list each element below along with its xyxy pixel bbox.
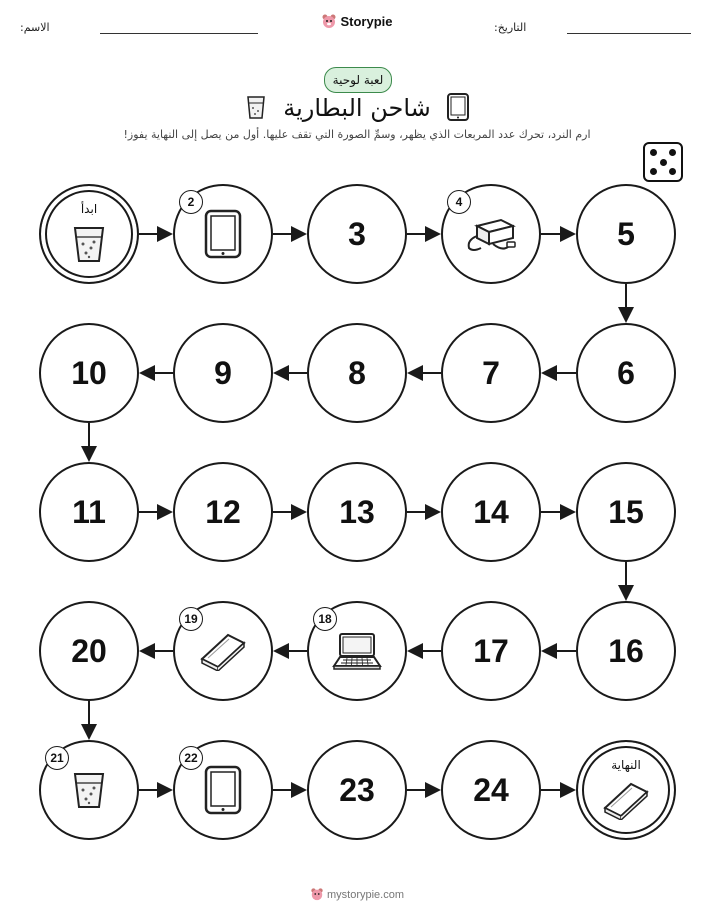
space-number: 12 [205, 493, 241, 530]
space-number: 7 [482, 354, 500, 391]
finish-label: النهاية [611, 758, 641, 772]
brand-name: Storypie [340, 14, 393, 29]
glass-icon [41, 206, 137, 282]
space-number: 24 [473, 771, 509, 808]
space-number: 15 [608, 493, 644, 530]
board-space-24[interactable] [441, 740, 541, 840]
space-number: 11 [72, 493, 106, 530]
space-number: 14 [473, 493, 509, 530]
board-space-6[interactable] [576, 323, 676, 423]
page-title: شاحن البطارية [283, 94, 431, 122]
space-number: 10 [71, 354, 107, 391]
instructions: ارم النرد، تحرك عدد المربعات الذي يظهر، وسمِّ الصورة التي تقف عليها. أول من يصل إلى النهاية يفوز! [123, 128, 591, 141]
space-number: 23 [339, 771, 375, 808]
space-number: 17 [473, 632, 509, 669]
space-number: 16 [608, 632, 644, 669]
space-number: 20 [71, 632, 107, 669]
board-space-20[interactable] [39, 601, 139, 701]
space-number: 9 [214, 354, 232, 391]
date-label: التاريخ: [494, 21, 527, 34]
book-icon [578, 762, 674, 838]
board-space-12[interactable] [173, 462, 273, 562]
start-space[interactable] [39, 184, 139, 284]
board-space-13[interactable] [307, 462, 407, 562]
space-number: 18 [313, 607, 337, 631]
board-space-8[interactable] [307, 323, 407, 423]
board-space-22[interactable] [173, 740, 273, 840]
space-number: 3 [348, 215, 366, 252]
space-number: 21 [45, 746, 69, 770]
space-number: 2 [179, 190, 203, 214]
footer-text: mystorypie.com [326, 889, 405, 901]
bear-icon [310, 887, 324, 904]
board-space-14[interactable] [441, 462, 541, 562]
space-number: 5 [617, 215, 635, 252]
game-type-badge: لعبة لوحية [324, 67, 392, 93]
start-label: ابدأ [80, 202, 98, 216]
name-label: الاسم: [20, 21, 50, 34]
board-space-21[interactable] [39, 740, 139, 840]
board-space-16[interactable] [576, 601, 676, 701]
board-space-23[interactable] [307, 740, 407, 840]
board-space-11[interactable] [39, 462, 139, 562]
board-space-2[interactable] [173, 184, 273, 284]
board-space-18[interactable] [307, 601, 407, 701]
board-space-15[interactable] [576, 462, 676, 562]
board-space-9[interactable] [173, 323, 273, 423]
board-space-4[interactable] [441, 184, 541, 284]
space-number: 22 [179, 746, 203, 770]
space-number: 4 [447, 190, 471, 214]
space-number: 6 [617, 354, 635, 391]
board-space-5[interactable] [576, 184, 676, 284]
space-number: 13 [339, 493, 375, 530]
space-number: 8 [348, 354, 366, 391]
board-space-3[interactable] [307, 184, 407, 284]
board-space-19[interactable] [173, 601, 273, 701]
footer-url [0, 887, 714, 904]
finish-space[interactable] [576, 740, 676, 840]
space-number: 19 [179, 607, 203, 631]
board-space-17[interactable] [441, 601, 541, 701]
board-space-7[interactable] [441, 323, 541, 423]
board-space-10[interactable] [39, 323, 139, 423]
